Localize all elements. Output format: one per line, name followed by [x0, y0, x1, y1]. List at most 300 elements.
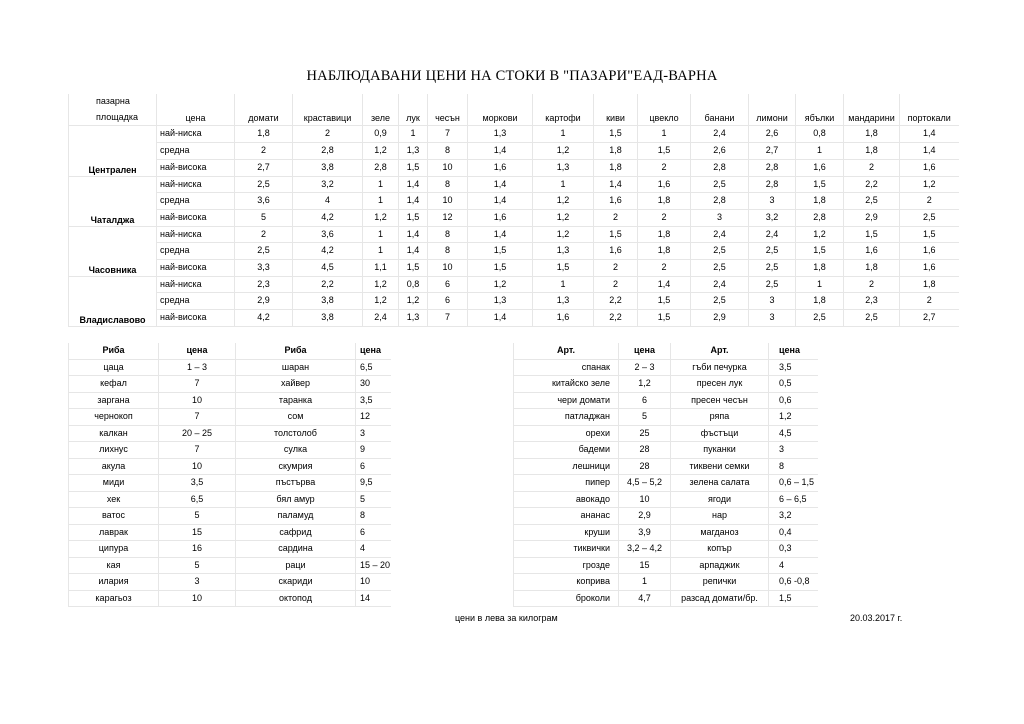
produce-item-name: орехи	[514, 425, 619, 442]
fish-item-name: хайвер	[236, 376, 356, 393]
product-header: портокали	[900, 94, 959, 126]
price-cell: 3,8	[293, 293, 363, 310]
price-cell: 2,5	[691, 260, 749, 277]
price-cell: 1,5	[594, 126, 638, 143]
price-cell: 1	[363, 226, 399, 243]
product-header: чесън	[428, 94, 468, 126]
price-level: най-висока	[157, 209, 235, 226]
price-cell: 1,8	[638, 243, 691, 260]
produce-item-name: патладжан	[514, 409, 619, 426]
price-cell: 1,8	[844, 143, 900, 160]
table-row	[69, 143, 959, 160]
price-cell: 1,2	[533, 209, 594, 226]
price-cell: 2,2	[844, 176, 900, 193]
produce-header: Арт.	[671, 343, 769, 359]
table-row	[69, 226, 959, 243]
price-cell: 2,5	[796, 310, 844, 327]
produce-item-price: 3,2	[769, 508, 818, 525]
price-cell: 1,4	[594, 176, 638, 193]
produce-item-name: авокадо	[514, 491, 619, 508]
price-level: най-ниска	[157, 276, 235, 293]
price-cell: 1,5	[638, 293, 691, 310]
price-cell: 1,2	[533, 143, 594, 160]
price-cell: 1,6	[638, 176, 691, 193]
fish-item-name: паламуд	[236, 508, 356, 525]
produce-item-name: магданоз	[671, 524, 769, 541]
price-cell: 3,3	[235, 260, 293, 277]
price-cell: 2	[594, 260, 638, 277]
table-row	[514, 557, 818, 574]
fish-item-name: чернокоп	[69, 409, 159, 426]
price-cell: 1	[363, 176, 399, 193]
produce-item-name: нар	[671, 508, 769, 525]
fish-header: цена	[356, 343, 391, 359]
price-cell: 1,4	[399, 243, 428, 260]
product-header: лимони	[749, 94, 796, 126]
price-level: най-ниска	[157, 126, 235, 143]
price-cell: 1,4	[468, 176, 533, 193]
produce-item-name: арпаджик	[671, 557, 769, 574]
price-cell: 1,5	[900, 226, 959, 243]
table-row	[514, 491, 818, 508]
table-row	[514, 590, 818, 607]
price-cell: 2,5	[691, 293, 749, 310]
fish-item-price: 5	[356, 491, 391, 508]
price-cell: 0,8	[796, 126, 844, 143]
table-row	[69, 557, 391, 574]
fish-item-price: 12	[356, 409, 391, 426]
fish-item-name: толстолоб	[236, 425, 356, 442]
price-cell: 2,4	[691, 276, 749, 293]
produce-item-price: 4,7	[619, 590, 671, 607]
price-cell: 1,6	[594, 243, 638, 260]
price-cell: 1,4	[638, 276, 691, 293]
market-price-table	[68, 94, 959, 327]
price-cell: 1,3	[533, 293, 594, 310]
price-cell: 1,8	[796, 293, 844, 310]
fish-item-price: 10	[159, 590, 236, 607]
fish-item-name: заргана	[69, 392, 159, 409]
price-cell: 2,3	[235, 276, 293, 293]
produce-price-table	[513, 343, 818, 607]
price-cell: 1,5	[594, 226, 638, 243]
price-cell: 1,4	[468, 143, 533, 160]
price-cell: 2,5	[691, 243, 749, 260]
fish-item-price: 7	[159, 376, 236, 393]
produce-item-price: 28	[619, 458, 671, 475]
price-cell: 2	[594, 209, 638, 226]
price-cell: 4,2	[293, 243, 363, 260]
fish-item-name: сом	[236, 409, 356, 426]
table-row	[514, 392, 818, 409]
produce-item-price: 1,5	[769, 590, 818, 607]
fish-item-name: миди	[69, 475, 159, 492]
price-cell: 2	[900, 293, 959, 310]
fish-item-price: 10	[159, 458, 236, 475]
table-row	[514, 524, 818, 541]
price-cell: 2,8	[749, 176, 796, 193]
price-cell: 1	[533, 276, 594, 293]
table-row	[514, 458, 818, 475]
price-cell: 3,6	[293, 226, 363, 243]
table-row	[69, 541, 391, 558]
price-cell: 8	[428, 143, 468, 160]
price-cell: 1,6	[468, 209, 533, 226]
table-row	[514, 359, 818, 376]
fish-item-name: лаврак	[69, 524, 159, 541]
fish-item-name: октопод	[236, 590, 356, 607]
price-cell: 2,8	[691, 193, 749, 210]
produce-item-price: 8	[769, 458, 818, 475]
product-header: краставици	[293, 94, 363, 126]
produce-item-name: тиквички	[514, 541, 619, 558]
price-level: средна	[157, 293, 235, 310]
price-cell: 2	[235, 226, 293, 243]
produce-header: цена	[769, 343, 818, 359]
table-row	[69, 524, 391, 541]
price-cell: 1,8	[844, 260, 900, 277]
price-cell: 1	[363, 193, 399, 210]
produce-item-name: чери домати	[514, 392, 619, 409]
produce-item-name: ананас	[514, 508, 619, 525]
price-cell: 1,5	[844, 226, 900, 243]
produce-item-name: ряпа	[671, 409, 769, 426]
table-row	[69, 243, 959, 260]
price-cell: 1,2	[363, 276, 399, 293]
price-cell: 1,8	[594, 159, 638, 176]
price-cell: 3,8	[293, 159, 363, 176]
price-cell: 1,2	[363, 209, 399, 226]
fish-item-price: 15 – 20	[356, 557, 391, 574]
price-cell: 1,5	[533, 260, 594, 277]
produce-item-price: 0,6 -0,8	[769, 574, 818, 591]
price-cell: 2	[594, 276, 638, 293]
report-date: 20.03.2017 г.	[850, 613, 903, 623]
price-cell: 1,8	[796, 260, 844, 277]
fish-item-price: 14	[356, 590, 391, 607]
fish-item-name: пъстърва	[236, 475, 356, 492]
produce-item-name: фъстъци	[671, 425, 769, 442]
fish-item-price: 1 – 3	[159, 359, 236, 376]
price-cell: 1,6	[900, 260, 959, 277]
price-cell: 1,4	[399, 226, 428, 243]
product-header: киви	[594, 94, 638, 126]
price-cell: 4	[293, 193, 363, 210]
price-cell: 1	[796, 143, 844, 160]
produce-item-price: 3,5	[769, 359, 818, 376]
produce-item-price: 15	[619, 557, 671, 574]
table-row	[69, 159, 959, 176]
price-cell: 2	[638, 209, 691, 226]
produce-item-name: спанак	[514, 359, 619, 376]
fish-item-price: 8	[356, 508, 391, 525]
produce-item-name: лешници	[514, 458, 619, 475]
price-cell: 2,4	[363, 310, 399, 327]
fish-header: цена	[159, 343, 236, 359]
fish-item-price: 15	[159, 524, 236, 541]
fish-item-name: таранка	[236, 392, 356, 409]
price-cell: 3,2	[293, 176, 363, 193]
price-cell: 8	[428, 243, 468, 260]
price-cell: 1	[363, 243, 399, 260]
product-header: зеле	[363, 94, 399, 126]
price-cell: 1,4	[399, 176, 428, 193]
fish-item-name: ватос	[69, 508, 159, 525]
table-row	[514, 475, 818, 492]
produce-item-name: разсад домати/бр.	[671, 590, 769, 607]
price-cell: 1,6	[796, 159, 844, 176]
price-cell: 2	[235, 143, 293, 160]
price-cell: 2,4	[691, 226, 749, 243]
produce-item-name: репички	[671, 574, 769, 591]
table-row	[514, 574, 818, 591]
price-cell: 3	[749, 193, 796, 210]
price-cell: 4,5	[293, 260, 363, 277]
price-cell: 1,5	[468, 243, 533, 260]
price-cell: 5	[235, 209, 293, 226]
fish-item-name: кефал	[69, 376, 159, 393]
price-cell: 1,4	[468, 226, 533, 243]
price-cell: 2,7	[900, 310, 959, 327]
fish-item-name: ципура	[69, 541, 159, 558]
price-cell: 3	[749, 293, 796, 310]
fish-header-row	[69, 343, 391, 359]
produce-item-price: 3,2 – 4,2	[619, 541, 671, 558]
table-row	[69, 376, 391, 393]
fish-item-name: илария	[69, 574, 159, 591]
price-unit-note: цени в лева за килограм	[455, 613, 558, 623]
produce-item-price: 4,5 – 5,2	[619, 475, 671, 492]
price-cell: 8	[428, 176, 468, 193]
price-cell: 2,4	[691, 126, 749, 143]
price-cell: 1,2	[363, 143, 399, 160]
price-level: средна	[157, 143, 235, 160]
produce-item-name: броколи	[514, 590, 619, 607]
produce-item-name: коприва	[514, 574, 619, 591]
produce-item-name: грозде	[514, 557, 619, 574]
price-cell: 4,2	[293, 209, 363, 226]
fish-item-name: бял амур	[236, 491, 356, 508]
produce-item-name: пуканки	[671, 442, 769, 459]
price-cell: 1,2	[796, 226, 844, 243]
price-cell: 0,8	[399, 276, 428, 293]
table-row	[69, 458, 391, 475]
price-cell: 1,3	[533, 159, 594, 176]
table-row	[69, 425, 391, 442]
price-cell: 1,3	[533, 243, 594, 260]
produce-item-name: зелена салата	[671, 475, 769, 492]
product-header: мандарини	[844, 94, 900, 126]
price-cell: 1,8	[900, 276, 959, 293]
fish-item-price: 10	[159, 392, 236, 409]
fish-item-name: калкан	[69, 425, 159, 442]
price-cell: 2,9	[235, 293, 293, 310]
price-cell: 1,5	[796, 176, 844, 193]
produce-item-name: бадеми	[514, 442, 619, 459]
price-cell: 12	[428, 209, 468, 226]
price-cell: 2,5	[691, 176, 749, 193]
market-name: Централен	[69, 126, 157, 176]
price-cell: 1,3	[399, 310, 428, 327]
price-cell: 2,5	[844, 193, 900, 210]
price-cell: 2,8	[293, 143, 363, 160]
produce-item-price: 0,5	[769, 376, 818, 393]
price-cell: 2,5	[844, 310, 900, 327]
table-row	[69, 574, 391, 591]
fish-item-name: шаран	[236, 359, 356, 376]
price-cell: 2	[844, 159, 900, 176]
price-cell: 3,6	[235, 193, 293, 210]
price-cell: 6	[428, 293, 468, 310]
produce-item-price: 1,2	[619, 376, 671, 393]
produce-item-name: круши	[514, 524, 619, 541]
produce-item-name: гъби печурка	[671, 359, 769, 376]
fish-item-name: сафрид	[236, 524, 356, 541]
price-cell: 1,8	[638, 226, 691, 243]
price-cell: 2,2	[594, 293, 638, 310]
price-cell: 1	[638, 126, 691, 143]
fish-item-price: 3,5	[356, 392, 391, 409]
fish-item-price: 6,5	[159, 491, 236, 508]
price-cell: 2	[900, 193, 959, 210]
produce-header-row	[514, 343, 818, 359]
price-cell: 1,3	[399, 143, 428, 160]
produce-item-price: 1	[619, 574, 671, 591]
price-cell: 3,2	[749, 209, 796, 226]
price-cell: 1	[533, 176, 594, 193]
table-row	[69, 310, 959, 327]
fish-item-price: 9,5	[356, 475, 391, 492]
price-cell: 1,2	[900, 176, 959, 193]
price-cell: 2,5	[900, 209, 959, 226]
produce-item-price: 3,9	[619, 524, 671, 541]
fish-item-price: 5	[159, 557, 236, 574]
fish-item-price: 3	[356, 425, 391, 442]
table-row	[514, 508, 818, 525]
table-row	[69, 176, 959, 193]
price-level: средна	[157, 193, 235, 210]
table-row	[69, 193, 959, 210]
price-cell: 1,4	[900, 143, 959, 160]
price-cell: 2,5	[749, 260, 796, 277]
price-cell: 1	[399, 126, 428, 143]
market-header-top: пазарна	[69, 94, 157, 110]
price-cell: 2	[638, 260, 691, 277]
price-cell: 1,5	[638, 143, 691, 160]
price-level: най-висока	[157, 260, 235, 277]
price-cell: 3	[691, 209, 749, 226]
price-cell: 1,5	[399, 209, 428, 226]
price-level: най-ниска	[157, 226, 235, 243]
fish-item-price: 9	[356, 442, 391, 459]
fish-header: Риба	[69, 343, 159, 359]
fish-item-price: 5	[159, 508, 236, 525]
price-cell: 10	[428, 193, 468, 210]
fish-item-name: цаца	[69, 359, 159, 376]
table-row	[69, 508, 391, 525]
page-title: НАБЛЮДАВАНИ ЦЕНИ НА СТОКИ В "ПАЗАРИ"ЕАД-ВАРНА	[306, 68, 718, 84]
produce-item-price: 6 – 6,5	[769, 491, 818, 508]
price-cell: 6	[428, 276, 468, 293]
price-cell: 1,4	[468, 310, 533, 327]
fish-item-price: 6	[356, 458, 391, 475]
market-name: Чаталджа	[69, 176, 157, 226]
market-header-bottom: площадка	[69, 110, 157, 126]
price-cell: 10	[428, 159, 468, 176]
fish-item-price: 16	[159, 541, 236, 558]
price-cell: 2,8	[796, 209, 844, 226]
produce-item-price: 1,2	[769, 409, 818, 426]
price-cell: 2,2	[594, 310, 638, 327]
produce-item-price: 2 – 3	[619, 359, 671, 376]
produce-item-price: 4,5	[769, 425, 818, 442]
price-cell: 1,6	[900, 243, 959, 260]
price-cell: 2,6	[749, 126, 796, 143]
fish-item-name: карагьоз	[69, 590, 159, 607]
product-header: картофи	[533, 94, 594, 126]
table-row	[69, 260, 959, 277]
fish-price-table	[68, 343, 391, 607]
price-cell: 1,2	[399, 293, 428, 310]
market-name: Владиславово	[69, 276, 157, 326]
price-cell: 1,5	[468, 260, 533, 277]
price-cell: 2,9	[844, 209, 900, 226]
price-cell: 1,4	[468, 193, 533, 210]
fish-item-price: 30	[356, 376, 391, 393]
fish-item-price: 7	[159, 409, 236, 426]
fish-item-price: 6,5	[356, 359, 391, 376]
produce-item-price: 4	[769, 557, 818, 574]
market-name: Часовника	[69, 226, 157, 276]
price-cell: 2	[293, 126, 363, 143]
price-cell: 1,3	[468, 126, 533, 143]
table-row	[514, 541, 818, 558]
table-row	[69, 409, 391, 426]
product-header: цвекло	[638, 94, 691, 126]
table-row	[69, 442, 391, 459]
price-level: най-висока	[157, 159, 235, 176]
price-cell: 2,8	[691, 159, 749, 176]
price-cell: 1,2	[533, 193, 594, 210]
price-cell: 1,2	[468, 276, 533, 293]
fish-item-name: раци	[236, 557, 356, 574]
price-cell: 2,5	[235, 176, 293, 193]
price-cell: 1,8	[844, 126, 900, 143]
price-cell: 1,6	[844, 243, 900, 260]
produce-item-price: 5	[619, 409, 671, 426]
table-row	[69, 126, 959, 143]
price-cell: 1,6	[594, 193, 638, 210]
price-level: най-висока	[157, 310, 235, 327]
price-cell: 1	[533, 126, 594, 143]
produce-item-name: китайско зеле	[514, 376, 619, 393]
table-row	[69, 293, 959, 310]
price-cell: 2,7	[235, 159, 293, 176]
header-row-top	[69, 94, 959, 110]
fish-item-price: 3	[159, 574, 236, 591]
price-cell: 1,8	[796, 193, 844, 210]
price-cell: 1,8	[235, 126, 293, 143]
price-cell: 1,5	[399, 159, 428, 176]
price-cell: 2,3	[844, 293, 900, 310]
product-header: моркови	[468, 94, 533, 126]
price-cell: 4,2	[235, 310, 293, 327]
price-cell: 2,8	[363, 159, 399, 176]
price-cell: 1,5	[399, 260, 428, 277]
produce-item-price: 0,6 – 1,5	[769, 475, 818, 492]
table-row	[69, 475, 391, 492]
produce-item-name: копър	[671, 541, 769, 558]
